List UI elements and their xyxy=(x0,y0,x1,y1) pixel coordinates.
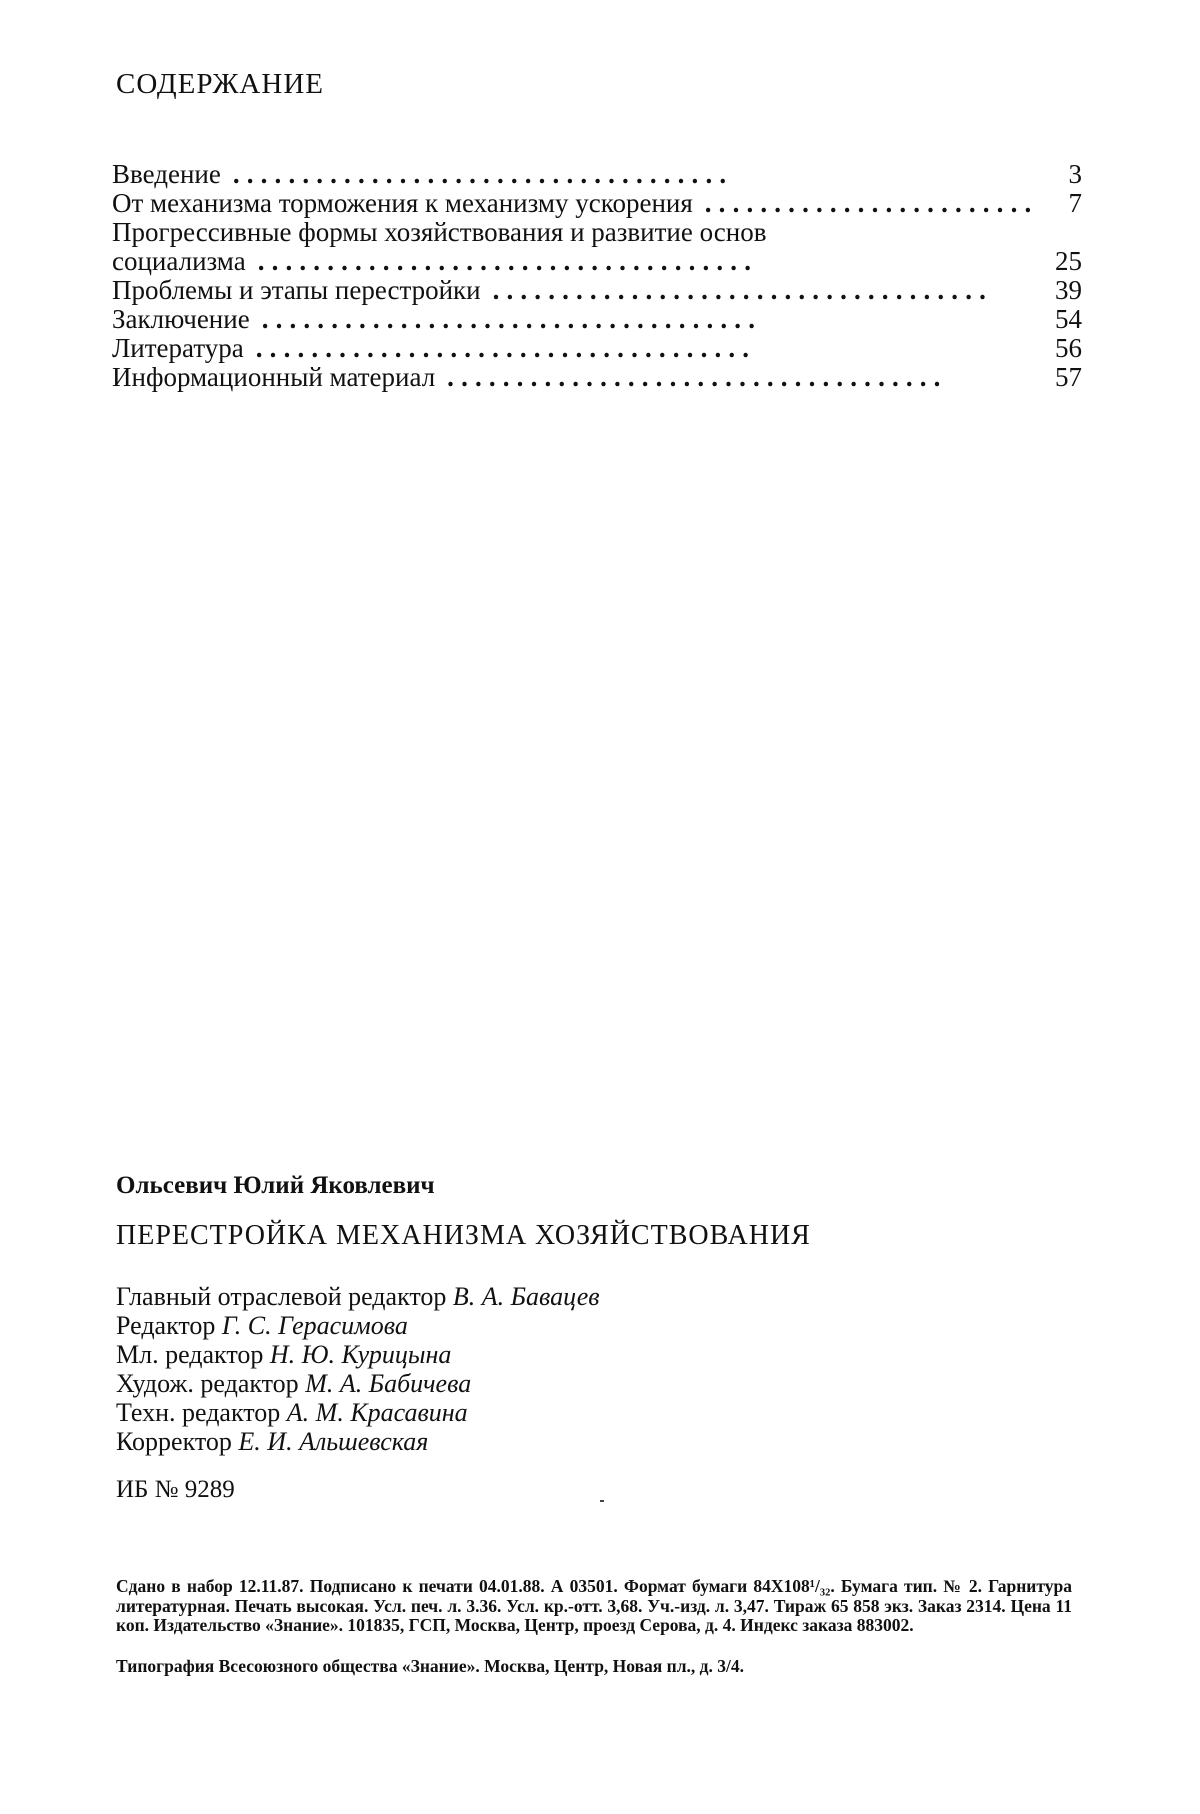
toc-entry-page: 25 xyxy=(1055,246,1082,276)
toc-entry-label: Введение xyxy=(112,159,221,189)
toc-entry-page: 7 xyxy=(1068,188,1082,218)
credit-role: Техн. редактор xyxy=(116,1398,281,1427)
credit-line xyxy=(116,1369,600,1398)
credit-role: Главный отраслевой редактор xyxy=(116,1282,447,1311)
toc-entry[interactable] xyxy=(112,189,1082,218)
toc-entry-label: Проблемы и этапы перестройки xyxy=(112,275,481,305)
toc-dot-leader xyxy=(233,160,1030,189)
toc-entry[interactable] xyxy=(112,305,1082,334)
credit-name: Е. И. Альшевская xyxy=(238,1427,429,1456)
toc-title: СОДЕРЖАНИЕ xyxy=(116,68,324,100)
toc-entry-page: 54 xyxy=(1055,304,1082,334)
toc-dot-leader xyxy=(447,363,1030,392)
print-speck xyxy=(600,1500,604,1502)
credits-list xyxy=(116,1282,600,1456)
credit-role: Худож. редактор xyxy=(116,1369,299,1398)
credit-name: А. М. Красавина xyxy=(286,1398,468,1427)
toc-entry-label: Литература xyxy=(112,333,244,363)
toc-entry-label: От механизма торможения к механизму ускорения xyxy=(112,188,693,218)
credit-line xyxy=(116,1340,600,1369)
credit-line xyxy=(116,1311,600,1340)
toc-dot-leader xyxy=(256,334,1030,363)
toc-entry-page: 3 xyxy=(1068,159,1082,189)
toc-dot-leader xyxy=(258,247,1030,276)
toc-entry[interactable] xyxy=(112,276,1082,305)
toc-entry-label: Информационный материал xyxy=(112,362,436,392)
toc-entry-page: 39 xyxy=(1055,275,1082,305)
credit-name: М. А. Бабичева xyxy=(305,1369,472,1398)
toc-entry[interactable] xyxy=(112,160,1082,189)
toc-entry-page: 56 xyxy=(1055,333,1082,363)
credit-role: Редактор xyxy=(116,1311,216,1340)
credit-name: В. А. Бавацев xyxy=(452,1282,600,1311)
printer-line: Типография Всесоюзного общества «Знание». Москва, Центр, Новая пл., д. 3/4. xyxy=(116,1656,745,1676)
credit-line xyxy=(116,1427,600,1456)
credit-line xyxy=(116,1282,600,1311)
toc-dot-leader xyxy=(493,276,1030,305)
credit-role: Корректор xyxy=(116,1427,232,1456)
toc-list xyxy=(112,160,1082,392)
toc-entry[interactable] xyxy=(112,334,1082,363)
toc-entry-label-line1: Прогрессивные формы хозяйствования и развитие основ xyxy=(112,217,767,247)
book-title: ПЕРЕСТРОЙКА МЕХАНИЗМА ХОЗЯЙСТВОВАНИЯ xyxy=(116,1220,811,1251)
toc-entry-label: социализма xyxy=(112,246,246,276)
toc-dot-leader xyxy=(262,305,1030,334)
author-name: Ольсевич Юлий Яковлевич xyxy=(116,1172,435,1199)
ib-number: ИБ № 9289 xyxy=(116,1476,235,1503)
imprint-text: Сдано в набор 12.11.87. Подписано к печати 04.01.88. А 03501. Формат бумаги 84Х108¹/₃₂. Бумага тип. № 2. Гарнитура литературная. Печать высокая. Усл. печ. л. 3.36. Усл. кр.-отт. 3,68. Уч.-изд. л. 3,47. Тираж 65 858 экз. Заказ 2314. Цена 11 коп. Издательство «Знание». 101835, ГСП, Москва, Центр, проезд Серова, д. 4. Индекс заказа 883002. xyxy=(116,1576,1072,1635)
toc-entry[interactable] xyxy=(112,363,1082,392)
credit-name: Г. С. Герасимова xyxy=(221,1311,408,1340)
toc-entry-page: 57 xyxy=(1055,362,1082,392)
credit-line xyxy=(116,1398,600,1427)
toc-dot-leader xyxy=(705,189,1030,218)
toc-entry[interactable] xyxy=(112,218,1082,276)
toc-entry-label: Заключение xyxy=(112,304,250,334)
credit-role: Мл. редактор xyxy=(116,1340,264,1369)
credit-name: Н. Ю. Курицына xyxy=(269,1340,452,1369)
